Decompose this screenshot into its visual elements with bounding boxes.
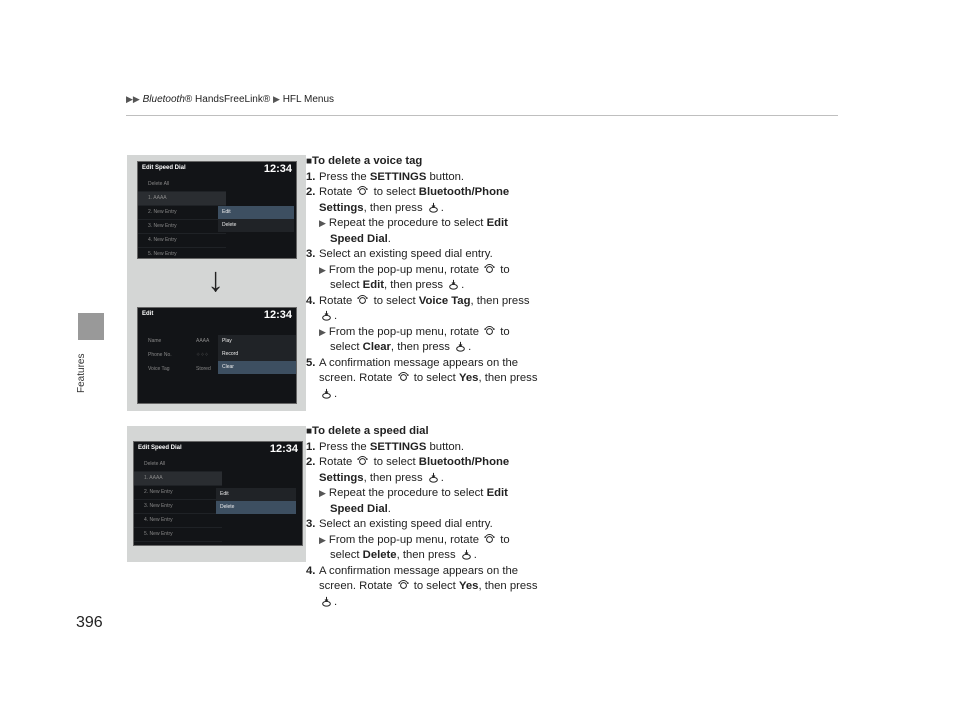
step-text: Rotate — [319, 186, 356, 198]
list-item: 4. New Entry — [134, 514, 222, 528]
step-text: screen. Rotate — [319, 372, 396, 384]
step-text: Rotate — [319, 456, 356, 468]
step-text: Press the — [319, 440, 370, 453]
step-bold: Bluetooth/Phone — [418, 186, 510, 198]
step-text: button. — [426, 170, 465, 183]
list-item: Delete All — [138, 178, 226, 192]
step-bold: Speed Dial — [330, 232, 388, 245]
field-label-voice-tag: Voice Tag — [148, 366, 170, 372]
press-icon — [428, 472, 439, 483]
press-icon — [321, 596, 332, 607]
step-bold: Settings — [319, 471, 364, 484]
step-text: . — [440, 201, 444, 214]
step-text: , then press — [363, 471, 426, 484]
substep-arrow-icon: ▶ — [319, 534, 326, 545]
screen-photo-voice-tag — [127, 155, 306, 411]
step-text: From the pop-up menu, rotate — [328, 325, 483, 338]
breadcrumb — [126, 94, 334, 105]
section-heading: To delete a voice tag — [312, 155, 423, 167]
substep-arrow-icon: ▶ — [319, 218, 326, 228]
rotate-dial-icon — [484, 264, 495, 275]
step-text: . — [440, 471, 444, 484]
list-item: Delete All — [134, 458, 222, 472]
step-text: Select an existing speed dial entry. — [319, 518, 493, 530]
press-icon — [321, 388, 332, 399]
step-text: Repeat the procedure to select — [328, 487, 487, 499]
bullet-square-icon: ■ — [306, 156, 313, 167]
edit-speed-dial-screen — [133, 441, 303, 546]
step-text: From the pop-up menu, rotate — [328, 263, 483, 276]
list-item: 2. New Entry — [134, 486, 222, 500]
field-label-name: Name — [148, 338, 162, 344]
step-text: screen. Rotate — [319, 580, 396, 592]
step-bold: Bluetooth/Phone — [418, 456, 510, 468]
section-heading: To delete a speed dial — [312, 425, 429, 437]
step-bold: Edit — [486, 217, 508, 229]
step-number: 1. — [306, 440, 316, 453]
list-item: 5. New Entry — [138, 248, 226, 259]
step-text: , then press — [363, 201, 426, 214]
step-text: . — [468, 341, 472, 353]
field-value-phone: ⁘⁘⁘ — [196, 352, 209, 358]
substep-arrow-icon: ▶ — [319, 264, 326, 275]
screen-title: Edit Speed Dial — [138, 445, 182, 451]
popup-item-record: Record — [222, 351, 239, 357]
list-item: 1. AAAA — [134, 472, 222, 486]
page-number: 396 — [76, 614, 103, 631]
popup-item-play: Play — [222, 338, 232, 344]
press-icon — [455, 341, 466, 352]
step-text: to — [497, 263, 510, 276]
step-text: select — [330, 549, 363, 561]
step-number: 4. — [306, 564, 316, 577]
step-text: to select — [370, 294, 419, 307]
press-icon — [428, 202, 439, 213]
step-text: . — [334, 310, 338, 322]
press-icon — [321, 310, 332, 321]
screen-photo-speed-dial — [127, 426, 306, 562]
section-tab-marker — [78, 313, 104, 340]
step-bold: Yes — [458, 580, 479, 592]
speed-dial-list — [134, 458, 222, 542]
edit-speed-dial-screen — [137, 161, 297, 259]
popup-item-edit: Edit — [218, 206, 294, 219]
step-text: Press the — [319, 170, 370, 183]
list-item: 4. New Entry — [138, 234, 226, 248]
header-divider — [126, 115, 838, 116]
step-text: . — [461, 279, 465, 291]
section-tab-label: Features — [76, 353, 87, 393]
screen-clock: 12:34 — [269, 443, 298, 455]
step-text: . — [387, 232, 391, 245]
popup-menu — [218, 206, 294, 232]
field-label-phone: Phone No. — [148, 352, 172, 358]
step-bold: Edit — [486, 487, 508, 499]
step-number: 2. — [306, 186, 316, 198]
press-icon — [448, 279, 459, 290]
step-text: From the pop-up menu, rotate — [328, 533, 483, 546]
step-text: to select — [370, 186, 419, 198]
step-text: select — [330, 341, 363, 353]
screen-title: Edit — [142, 311, 154, 317]
step-text: to select — [410, 372, 459, 384]
step-bold: SETTINGS — [369, 170, 427, 183]
press-icon — [461, 549, 472, 560]
screen-clock: 12:34 — [263, 309, 292, 321]
down-arrow-icon: ↓ — [207, 261, 224, 299]
step-text: . — [473, 549, 477, 561]
step-number: 5. — [306, 356, 316, 369]
step-text: to — [497, 325, 510, 338]
step-text: select — [330, 279, 363, 291]
edit-entry-screen — [137, 307, 297, 404]
breadcrumb-handsfreelink: ® HandsFreeLink® — [184, 94, 271, 105]
step-text: Rotate — [319, 294, 356, 307]
popup-item-delete: Delete — [216, 501, 296, 514]
step-text: . — [334, 387, 338, 400]
breadcrumb-hfl-menus: HFL Menus — [282, 94, 335, 105]
step-text: A confirmation message appears on the — [319, 356, 519, 369]
rotate-dial-icon — [357, 295, 368, 306]
popup-menu — [216, 488, 296, 514]
rotate-dial-icon — [357, 456, 368, 467]
step-text: , then press — [478, 372, 538, 384]
step-number: 4. — [306, 294, 316, 307]
step-bold: Edit — [362, 279, 384, 291]
rotate-dial-icon — [484, 534, 495, 545]
breadcrumb-arrow-icon: ▶ — [273, 94, 280, 104]
breadcrumb-arrow-icon: ▶▶ — [126, 94, 140, 104]
bullet-square-icon: ■ — [306, 426, 313, 437]
field-value-voice-tag: Stored — [196, 366, 211, 372]
screen-clock: 12:34 — [263, 163, 292, 175]
rotate-dial-icon — [398, 372, 409, 383]
list-item: 2. New Entry — [138, 206, 226, 220]
step-text: Select an existing speed dial entry. — [319, 248, 493, 260]
list-item: 1. AAAA — [138, 192, 226, 206]
popup-item-delete: Delete — [222, 222, 237, 228]
speed-dial-instructions — [306, 424, 537, 610]
step-bold: Settings — [319, 201, 364, 214]
substep-arrow-icon: ▶ — [319, 326, 326, 337]
step-text: to select — [370, 456, 419, 468]
step-text: , then press — [470, 294, 530, 307]
step-text: to select — [410, 580, 459, 592]
field-value-name: AAAA — [196, 338, 210, 344]
step-bold: SETTINGS — [369, 440, 427, 453]
rotate-dial-icon — [484, 326, 495, 337]
step-text: to — [497, 533, 510, 546]
step-number: 3. — [306, 518, 316, 530]
popup-item-edit: Edit — [220, 491, 229, 497]
step-text: . — [334, 595, 338, 608]
step-text: Repeat the procedure to select — [328, 217, 487, 229]
rotate-dial-icon — [357, 186, 368, 197]
step-bold: Delete — [362, 549, 397, 561]
step-bold: Clear — [362, 341, 391, 353]
step-text: , then press — [384, 279, 447, 291]
list-item: 3. New Entry — [138, 220, 226, 234]
step-number: 1. — [306, 170, 316, 183]
speed-dial-list — [138, 178, 226, 259]
list-item: 5. New Entry — [134, 528, 222, 542]
step-number: 2. — [306, 456, 316, 468]
popup-menu — [218, 335, 297, 374]
popup-item-clear: Clear — [218, 361, 297, 374]
step-bold: Speed Dial — [330, 502, 388, 515]
screen-title: Edit Speed Dial — [142, 165, 186, 171]
step-text: button. — [426, 440, 465, 453]
step-text: A confirmation message appears on the — [319, 564, 519, 577]
step-text: , then press — [478, 580, 538, 592]
step-text: . — [387, 502, 391, 515]
step-number: 3. — [306, 248, 316, 260]
voice-tag-instructions — [306, 154, 537, 402]
step-text: , then press — [396, 549, 459, 561]
rotate-dial-icon — [398, 580, 409, 591]
substep-arrow-icon: ▶ — [319, 488, 326, 498]
step-bold: Yes — [458, 372, 479, 384]
list-item: 3. New Entry — [134, 500, 222, 514]
step-bold: Voice Tag — [418, 294, 471, 307]
breadcrumb-bluetooth: Bluetooth — [142, 94, 185, 105]
step-text: , then press — [390, 341, 454, 353]
